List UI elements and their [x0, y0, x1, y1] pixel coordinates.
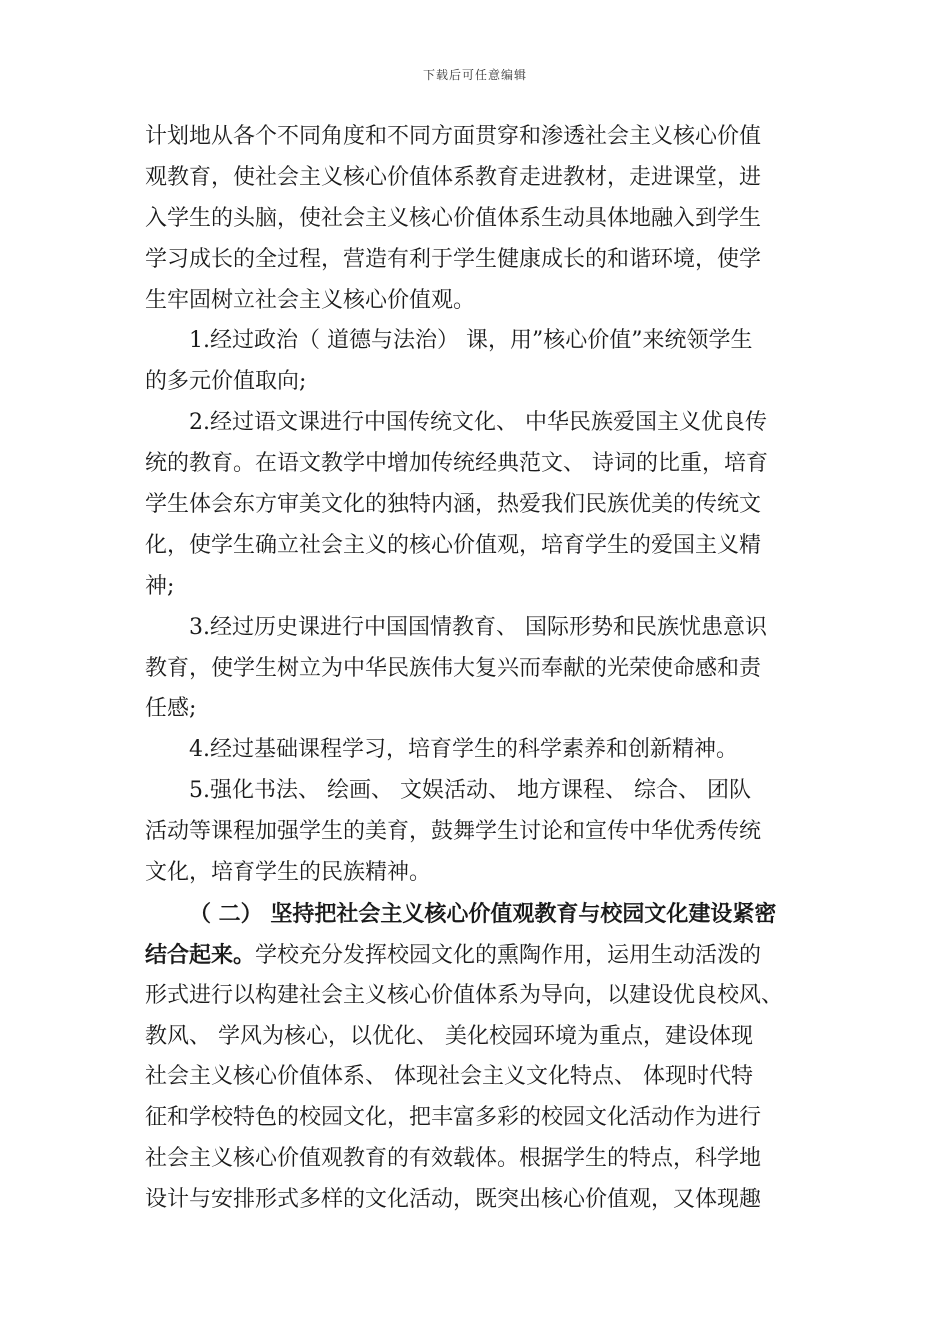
- page-header: 下载后可任意编辑: [422, 68, 527, 82]
- section-heading-end: 结合起来。: [145, 941, 256, 968]
- list-item-1: 1.经过政治（ 道德与法治） 课，用”核心价值”来统领学生: [189, 328, 753, 354]
- text-line: 学习成长的全过程，营造有利于学生健康成长的和谐环境，使学: [145, 246, 762, 272]
- text-span: 学校充分发挥校园文化的熏陶作用，运用生动活泼的: [255, 942, 762, 968]
- list-item-3: 3.经过历史课进行中国国情教育、 国际形势和民族忧患意识: [189, 614, 767, 640]
- text-line: 社会主义核心价值体系、 体现社会主义文化特点、 体现时代特: [145, 1064, 753, 1090]
- text-line: 社会主义核心价值观教育的有效载体。根据学生的特点，科学地: [145, 1146, 762, 1172]
- text-line: 观教育，使社会主义核心价值体系教育走进教材，走进课堂，进: [145, 164, 762, 190]
- document-body: [145, 117, 810, 1221]
- text-line: 神;: [145, 573, 175, 599]
- list-item-5: 5.强化书法、 绘画、 文娱活动、 地方课程、 综合、 团队: [189, 778, 751, 804]
- text-line: 生牢固树立社会主义核心价值观。: [145, 287, 476, 313]
- text-line: 文化，培育学生的民族精神。: [145, 860, 432, 886]
- text-line: 计划地从各个不同角度和不同方面贯穿和渗透社会主义核心价值: [145, 124, 762, 149]
- text-line: 任感;: [145, 696, 197, 722]
- text-line: 教风、 学风为核心，以优化、 美化校园环境为重点，建设体现: [145, 1023, 753, 1049]
- list-item-2: 2.经过语文课进行中国传统文化、 中华民族爱国主义优良传: [189, 410, 767, 436]
- text-line: 入学生的头脑，使社会主义核心价值体系生动具体地融入到学生: [145, 205, 762, 231]
- text-line: 活动等课程加强学生的美育，鼓舞学生讨论和宣传中华优秀传统: [145, 819, 762, 845]
- text-line: 化，使学生确立社会主义的核心价值观，培育学生的爱国主义精: [145, 532, 762, 558]
- text-line: 教育，使学生树立为中华民族伟大复兴而奉献的光荣使命感和责: [145, 655, 762, 681]
- text-line: 的多元价值取向;: [145, 369, 307, 395]
- text-line: [145, 935, 810, 976]
- text-line: 征和学校特色的校园文化，把丰富多彩的校园文化活动作为进行: [145, 1105, 762, 1131]
- text-line: 设计与安排形式多样的文化活动，既突出核心价值观，又体现趣: [145, 1187, 762, 1213]
- text-line: 学生体会东方审美文化的独特内涵，热爱我们民族优美的传统文: [145, 492, 762, 518]
- list-item-4: 4.经过基础课程学习，培育学生的科学素养和创新精神。: [189, 737, 738, 763]
- text-line: 统的教育。在语文教学中增加传统经典范文、 诗词的比重，培育: [145, 451, 768, 477]
- section-heading: （ 二） 坚持把社会主义核心价值观教育与校园文化建设紧密: [189, 900, 777, 927]
- text-line: 形式进行以构建社会主义核心价值体系为导向，以建设优良校风、: [145, 982, 784, 1008]
